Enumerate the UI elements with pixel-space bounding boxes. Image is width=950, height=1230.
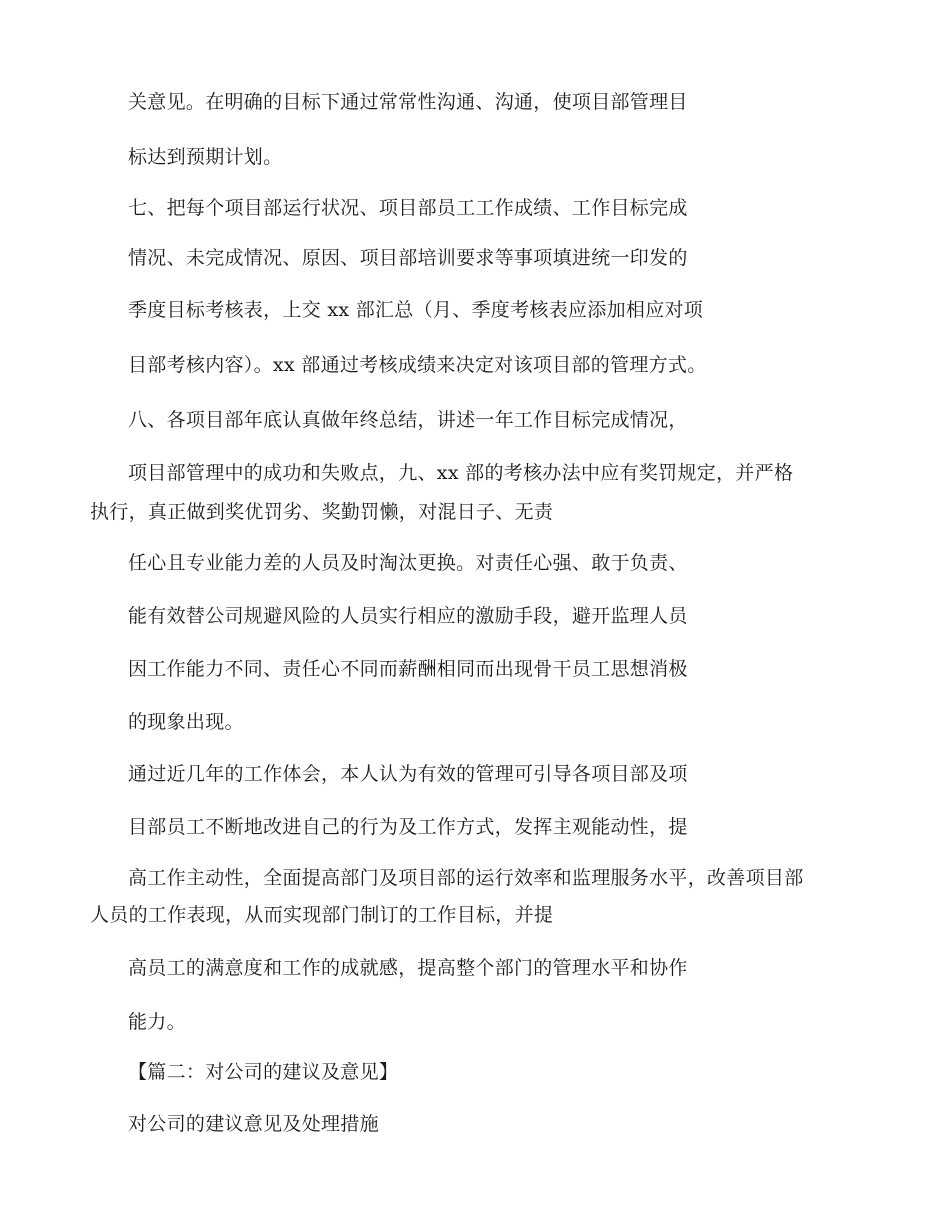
text-line: 通过近几年的工作体会，本人认为有效的管理可引导各项目部及项 [128, 763, 688, 785]
text-line: 关意见。在明确的目标下通过常常性沟通、沟通，使项目部管理目 [128, 91, 688, 113]
text-line: 因工作能力不同、责任心不同而薪酬相同而出现骨干员工思想消极 [128, 658, 688, 680]
text-line: 七、把每个项目部运行状况、项目部员工工作成绩、工作目标完成 [128, 197, 688, 219]
text-line: 人员的工作表现，从而实现部门制订的工作目标，并提 [90, 904, 554, 926]
text-line: 高工作主动性，全面提高部门及项目部的运行效率和监理服务水平，改善项目部 [128, 867, 804, 889]
text-line: 目部考核内容）。xx 部通过考核成绩来决定对该项目部的管理方式。 [128, 354, 707, 376]
text-line: 能力。 [128, 1011, 186, 1033]
text-line: 标达到预期计划。 [128, 146, 283, 168]
text-line: 目部员工不断地改进自己的行为及工作方式，发挥主观能动性，提 [128, 816, 688, 838]
text-line: 对公司的建议意见及处理措施 [128, 1113, 379, 1135]
text-line: 的现象出现。 [128, 711, 244, 733]
text-line: 情况、未完成情况、原因、项目部培训要求等事项填进统一印发的 [128, 247, 688, 269]
text-line: 高员工的满意度和工作的成就感，提高整个部门的管理水平和协作 [128, 957, 688, 979]
text-line: 季度目标考核表，上交 xx 部汇总（月、季度考核表应添加相应对项 [128, 299, 704, 321]
section-heading: 【篇二：对公司的建议及意见】 [128, 1061, 399, 1083]
text-line: 八、各项目部年底认真做年终总结，讲述一年工作目标完成情况， [128, 409, 688, 431]
text-line: 项目部管理中的成功和失败点，九、xx 部的考核办法中应有奖罚规定，并严格 [128, 462, 794, 484]
text-line: 任心且专业能力差的人员及时淘汰更换。对责任心强、敢于负责、 [128, 552, 688, 574]
text-line: 能有效替公司规避风险的人员实行相应的激励手段，避开监理人员 [128, 605, 688, 627]
text-line: 执行，真正做到奖优罚劣、奖勤罚懒，对混日子、无责 [90, 501, 554, 523]
